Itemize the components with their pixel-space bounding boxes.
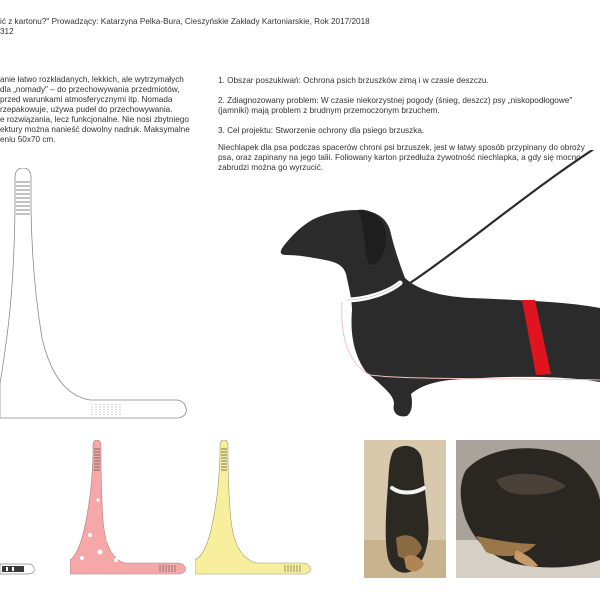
problem-item-3: 3. Cel projektu: Stworzenie ochrony dla psiego brzuszka. — [218, 126, 425, 135]
problem-item-2: 2. Zdiagnozowany problem: W czasie niekorzystnej pogody (śnieg, deszcz) psy „niskopodłogowe" (jamniki) mają problem z brudnym przemoczonym brzuchem. — [218, 96, 573, 115]
photo-dog-top-view — [364, 440, 446, 578]
header-code: 312 — [0, 27, 14, 36]
niechlapek-template-outline-large — [0, 168, 200, 424]
leash — [410, 150, 600, 283]
dog-silhouette — [281, 210, 600, 416]
dachshund-illustration — [270, 150, 600, 430]
template-variant-pink — [70, 440, 190, 580]
template-variant-yellow — [195, 440, 315, 580]
product-caption: Niechlapek dla psa podczas spacerów chroni psi brzuszek, jest w łatwy sposób przypinany do obroży psa, oraz zapinany na jego talii. Foliowany karton przedłuża żywotność niechlapka, a gdy się mocno zabrudzi można go wyrzucić. — [218, 143, 585, 172]
left-description: anie łatwo rozkładanych, lekkich, ale wytrzymałych dla „nomady" – do przechowywania przedmiotów, przed warunkami atmosferycznymi itp. Nomada rzepakowuje, używa pudeł do przechowywania. e rozwiązania, lecz funkcjonalne. Nie nosi zbytniego ektury można nanieść dowolny nadruk. Maksymalne eniu 50x70 cm. — [0, 75, 190, 144]
photo-dog-close-up — [456, 440, 600, 578]
template-variant-dark — [0, 440, 40, 580]
problem-item-1: 1. Obszar poszukiwań: Ochrona psich brzuszków zimą i w czasie deszczu. — [218, 76, 489, 85]
header-title-line: ić z kartonu?" Prowadzący: Katarzyna Pelka-Bura, Cieszyńskie Zakłady Kartoniarskie, Rok 2017/2018 — [0, 17, 370, 26]
problem-list — [218, 66, 598, 146]
